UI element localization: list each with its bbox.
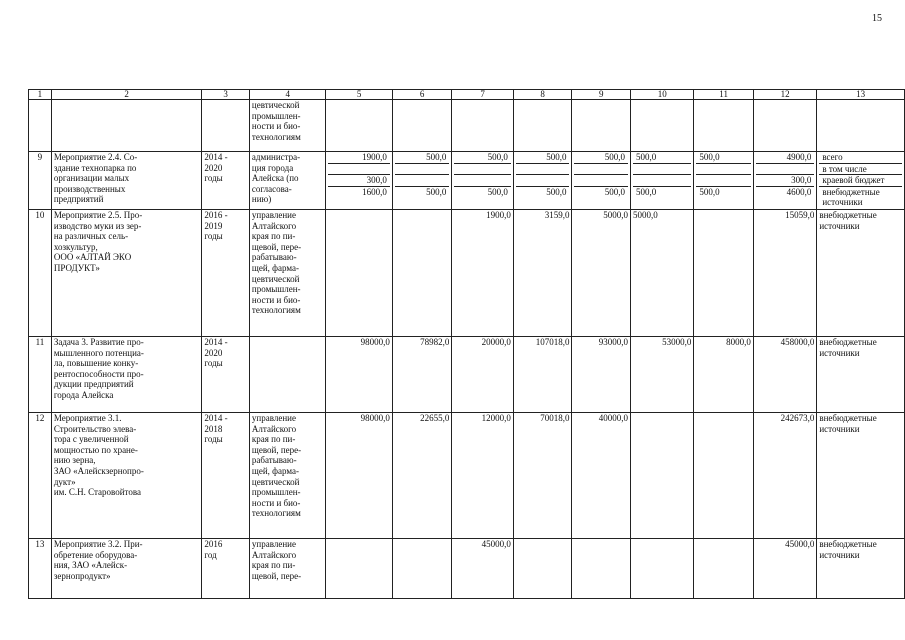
funding-cell (694, 539, 753, 599)
funding-cell (326, 210, 392, 337)
funding-cell: 500,0 500,0 (452, 152, 513, 210)
funding-cell: 500,0 500,0 (694, 152, 753, 210)
measure-name: Мероприятие 2.5. Про- изводство муки из зер- на различных сель- хозкультур, ООО «АЛТАЙ ЭКО ПРОДУКТ» (51, 210, 202, 337)
header-cell: 7 (452, 90, 513, 100)
executor-cell: управление Алтайского края по пи- щевой, пере- (249, 539, 326, 599)
table-row (29, 413, 905, 539)
header-cell: 3 (202, 90, 250, 100)
program-table (28, 89, 905, 599)
funding-cell: 500,0 500,0 (572, 152, 631, 210)
funding-cell: 3159,0 (513, 210, 572, 337)
funding-cell: 78982,0 (392, 337, 452, 413)
header-cell: 13 (817, 90, 905, 100)
funding-cell: 1900,0 (452, 210, 513, 337)
funding-cell: 8000,0 (694, 337, 753, 413)
row-number: 11 (29, 337, 52, 413)
source-cell: внебюджетные источники (817, 337, 905, 413)
total-cell: 45000,0 (753, 539, 817, 599)
page-number: 15 (872, 13, 882, 24)
funding-cell: 70018,0 (513, 413, 572, 539)
funding-cell: 53000,0 (630, 337, 693, 413)
funding-cell: 93000,0 (572, 337, 631, 413)
row-number: 10 (29, 210, 52, 337)
header-cell: 1 (29, 90, 52, 100)
years-cell: 2014 - 2020 годы (202, 337, 250, 413)
funding-cell: 5000,0 (572, 210, 631, 337)
header-cell: 11 (694, 90, 753, 100)
funding-cell: 500,0 500,0 (392, 152, 452, 210)
measure-name: Мероприятие 3.2. При- обретение оборудова- ния, ЗАО «Алейск- зернопродукт» (51, 539, 202, 599)
header-cell: 5 (326, 90, 392, 100)
table-row (29, 210, 905, 337)
header-cell: 2 (51, 90, 202, 100)
funding-cell: 98000,0 (326, 337, 392, 413)
table-row (29, 100, 905, 152)
funding-cell: 5000,0 (630, 210, 693, 337)
funding-cell: 1900,0 300,0 1600,0 (326, 152, 392, 210)
funding-cell: 98000,0 (326, 413, 392, 539)
measure-name: Задача 3. Развитие про- мышленного потенциа- ла, повышение конку- рентоспособности про- дукции предприятий города Алейска (51, 337, 202, 413)
funding-cell: 40000,0 (572, 413, 631, 539)
total-cell: 4900,0 300,0 4600,0 (753, 152, 817, 210)
table-row (29, 337, 905, 413)
header-cell: 10 (630, 90, 693, 100)
funding-cell (630, 539, 693, 599)
measure-name: Мероприятие 2.4. Со- здание технопарка по организации малых производственных предприятий (51, 152, 202, 210)
years-cell: 2014 - 2018 годы (202, 413, 250, 539)
funding-cell (392, 539, 452, 599)
funding-cell: 12000,0 (452, 413, 513, 539)
header-cell: 9 (572, 90, 631, 100)
total-cell: 242673,0 (753, 413, 817, 539)
executor-cell: администра- ция города Алейска (по согласова- нию) (249, 152, 326, 210)
funding-cell (392, 210, 452, 337)
source-cell: всего в том числе краевой бюджет внебюджетные источники (817, 152, 905, 210)
row-number: 9 (29, 152, 52, 210)
total-cell: 458000,0 (753, 337, 817, 413)
funding-cell: 500,0 500,0 (630, 152, 693, 210)
funding-cell (572, 539, 631, 599)
row-number: 13 (29, 539, 52, 599)
header-cell: 8 (513, 90, 572, 100)
funding-cell: 22655,0 (392, 413, 452, 539)
measure-name: Мероприятие 3.1. Строительство элева- тора с увеличенной мощностью по хране- нию зерна, ЗАО «Алейскзернопро- дукт» им. С.Н. Старовойтова (51, 413, 202, 539)
funding-cell (694, 210, 753, 337)
source-cell: внебюджетные источники (817, 413, 905, 539)
funding-cell: 107018,0 (513, 337, 572, 413)
executor-cell (249, 337, 326, 413)
funding-cell: 20000,0 (452, 337, 513, 413)
years-cell: 2016 год (202, 539, 250, 599)
funding-cell (513, 539, 572, 599)
header-cell: 4 (249, 90, 326, 100)
source-cell: внебюджетные источники (817, 539, 905, 599)
years-cell: 2014 - 2020 годы (202, 152, 250, 210)
source-cell: внебюджетные источники (817, 210, 905, 337)
total-cell: 15059,0 (753, 210, 817, 337)
years-cell: 2016 - 2019 годы (202, 210, 250, 337)
header-row (29, 90, 905, 100)
funding-cell: 45000,0 (452, 539, 513, 599)
executor-cell: управление Алтайского края по пи- щевой, пере- рабатываю- щей, фарма- цевтической промышлен- ности и био- технологиям (249, 210, 326, 337)
row-number: 12 (29, 413, 52, 539)
funding-cell (326, 539, 392, 599)
funding-cell: 500,0 500,0 (513, 152, 572, 210)
table-row (29, 152, 905, 210)
header-cell: 6 (392, 90, 452, 100)
executor-cell: управление Алтайского края по пи- щевой, пере- рабатываю- щей, фарма- цевтической промышлен- ности и био- технологиям (249, 413, 326, 539)
executor-cell: цевтической промышлен- ности и био- технологиям (249, 100, 326, 152)
header-cell: 12 (753, 90, 817, 100)
table-row (29, 539, 905, 599)
funding-cell (630, 413, 693, 539)
funding-cell (694, 413, 753, 539)
